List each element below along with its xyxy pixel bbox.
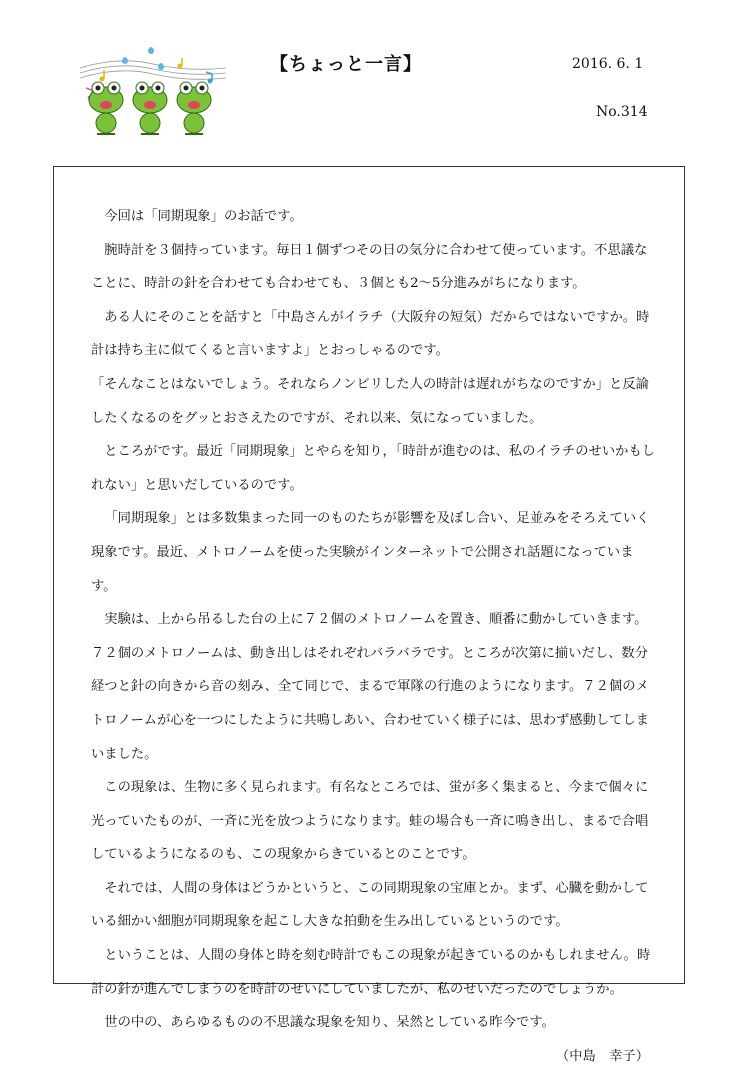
article-paragraph: 「そんなことはないでしょう。それならノンビリした人の時計は遅れがちなのですか」と反論したくなるのをグッとおさえたのですが、それ以来、気になっていました。 (91, 376, 649, 426)
article-paragraph: 「同期現象」とは多数集まった同一のものたちが影響を及ぼし合い、足並みをそろえていく現象です。最近、メトロノームを使った実験がインターネットで公開され話題になっています。 (91, 511, 650, 594)
article-paragraph: 今回は「同期現象」のお話です。 (104, 209, 303, 224)
article-paragraph: この現象は、生物に多く見られます。有名なところでは、蛍が多く集まると、今まで個々に光っていたものが、一斉に光を放つようになります。蛙の場合も一斉に鳴き出し、まるで合唱しているようになるのも、この現象からきているとのことです。 (91, 780, 649, 863)
article-paragraph: それでは、人間の身体はどうかというと、この同期現象の宝庫とか。まず、心臓を動かしている細かい細胞が同期現象を起こし大きな拍動を生み出しているというのです。 (91, 880, 649, 930)
singing-frogs-illustration (78, 46, 228, 138)
issue-date: 2016. 6. 1 (572, 56, 644, 72)
page-title: 【ちょっと一言】 (270, 54, 422, 75)
article-box (53, 166, 685, 1064)
article-paragraph: 腕時計を３個持っています。毎日１個ずつその日の気分に合わせて使っています。不思議なことに、時計の針を合わせても合わせても、３個とも2～5分進みがちになります。 (91, 242, 648, 292)
article-paragraph: 実験は、上から吊るした台の上に７２個のメトロノームを置き、順番に動かしていきます。７２個のメトロノームは、動き出しはそれぞれバラバラです。ところが次第に揃いだし、数分経つと針の向きから音の刻み、全て同じで、まるで軍隊の行進のようになります。７２個のメトロノームが心を一つにしたように共鳴しあい、合わせていく様子には、思わず感動してしまいました。 (91, 612, 650, 762)
article-paragraph: 世の中の、あらゆるものの不思議な現象を知り、呆然としている昨今です。 (104, 1015, 555, 1031)
article-paragraph: ある人にそのことを話すと「中島さんがイラチ（大阪弁の短気）だからではないですか。時計は持ち主に似てくると言いますよ」とおっしゃるのです。 (91, 309, 650, 359)
article-paragraph: ところがです。最近「同期現象」とやらを知り，｢時計が進むのは、私のイラチのせいかもしれない」と思いだしているのです。 (91, 444, 656, 493)
article-paragraph: ということは、人間の身体と時を刻む時計でもこの現象が起きているのかもしれません。時計の針が進んでしまうのを時計のせいにしていましたが、私のせいだったのでしょうか。 (91, 948, 651, 997)
issue-number: No.314 (596, 104, 648, 120)
singing-frogs-icon (78, 46, 228, 138)
author-signature: （中島 幸子） (555, 1048, 649, 1064)
